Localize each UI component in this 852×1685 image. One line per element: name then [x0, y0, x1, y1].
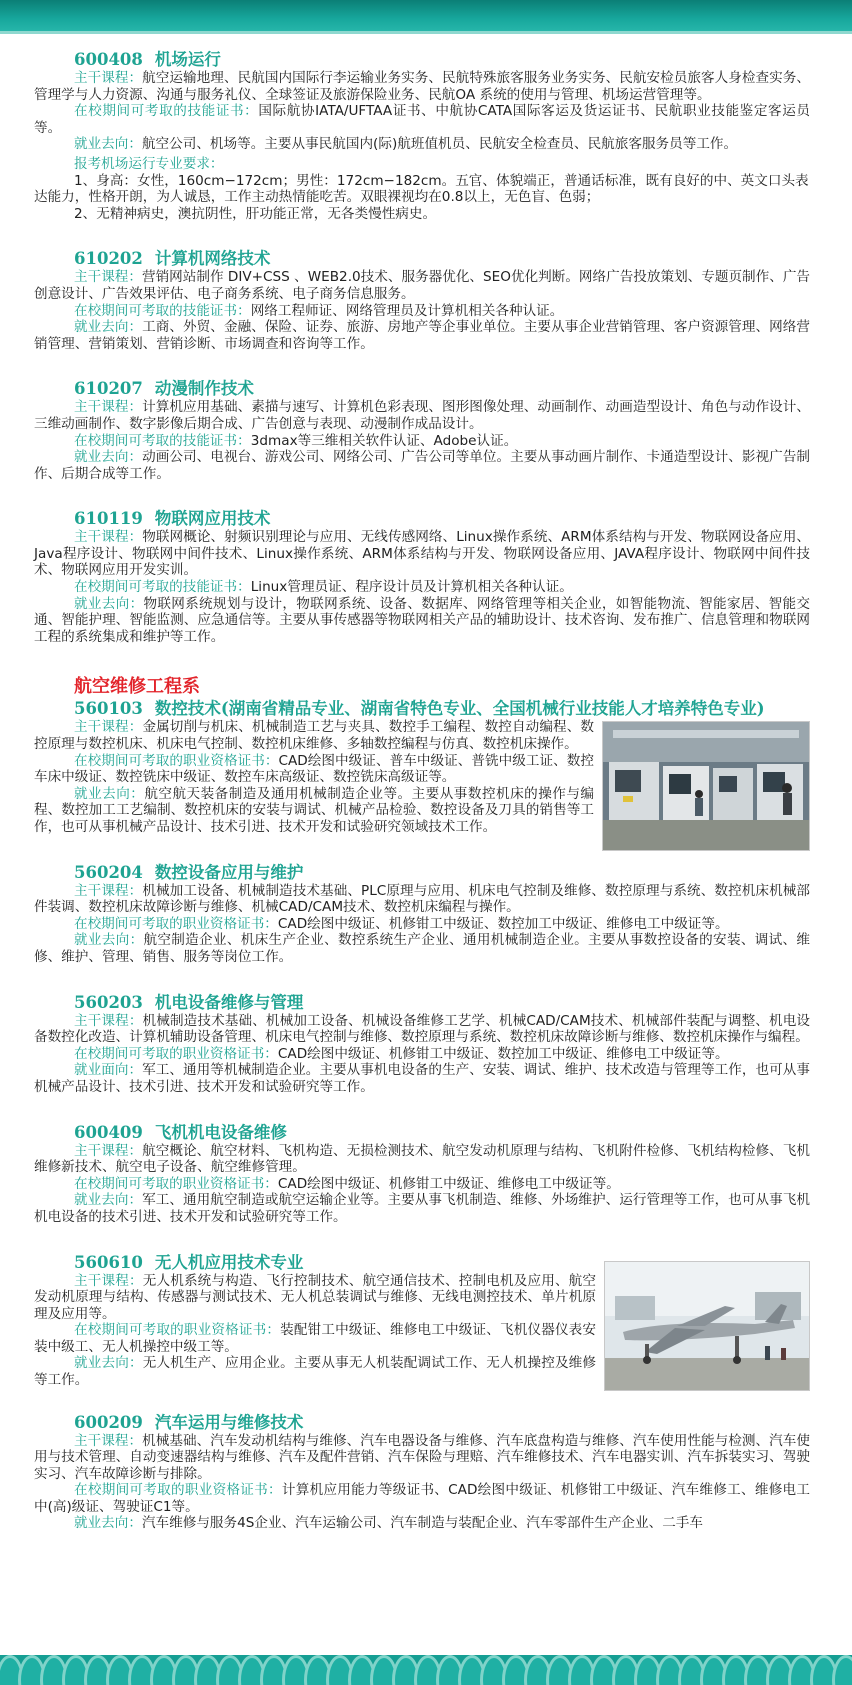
- requirement-item: 2、无精神病史，澳抗阴性，肝功能正常，无各类慢性病史。: [74, 205, 437, 222]
- courses-label: 主干课程：: [74, 70, 143, 86]
- major-code: 610119: [74, 509, 143, 529]
- major-code: 610202: [74, 249, 143, 269]
- employment-line: [34, 1192, 810, 1225]
- courses-label: 主干课程：: [74, 1272, 143, 1289]
- courses-text: 航空概论、航空材料、飞机构造、无损检测技术、航空发动机原理与结构、飞机附件检修、飞机结构检修、飞机维修新技术、航空电子设备、航空维修管理。: [34, 1142, 811, 1176]
- employment-text: 工商、外贸、金融、保险、证券、旅游、房地产等企事业单位。主要从事企业营销管理、客户资源管理、网络营销管理、营销策划、营销诊断、市场调查和咨询等工作。: [34, 319, 811, 352]
- major-section: [34, 863, 810, 966]
- courses-label: 主干课程：: [74, 1142, 143, 1159]
- major-code: 600408: [74, 50, 143, 69]
- certificate-label: 在校期间可考取的职业资格证书：: [74, 915, 278, 932]
- major-section: [34, 1123, 810, 1226]
- employment-line: [34, 596, 810, 646]
- major-name: 动漫制作技术: [154, 379, 254, 399]
- certificate-line: [34, 303, 810, 320]
- major-code: 560103: [74, 699, 143, 719]
- certificate-line: [34, 103, 810, 136]
- certificate-text: 计算机应用能力等级证书、CAD绘图中级证、机修钳工中级证、汽车维修工、维修电工中(高)级证、驾驶证C1等。: [34, 1482, 811, 1515]
- major-code: 600209: [74, 1412, 143, 1432]
- major-code: 610207: [74, 379, 143, 399]
- certificate-line: [34, 1176, 810, 1193]
- certificate-text: 国际航协IATA/UFTAA证书、中航协CATA国际客运及货运证书、民航职业技能鉴定客运员等。: [34, 103, 811, 136]
- courses-label: 主干课程：: [74, 529, 143, 546]
- major-name: 机场运行: [154, 50, 221, 69]
- employment-label: 就业去向：: [74, 1355, 143, 1372]
- employment-label: 就业去向：: [74, 449, 143, 466]
- major-section: [34, 50, 810, 222]
- courses-line: [34, 883, 810, 916]
- certificate-text: CAD绘图中级证、机修钳工中级证、数控加工中级证、维修电工中级证等。: [277, 915, 729, 932]
- employment-label: 就业去向：: [74, 319, 143, 336]
- major-name: 数控设备应用与维护: [154, 862, 304, 882]
- certificate-label: 在校期间可考取的技能证书：: [74, 432, 251, 449]
- courses-label: 主干课程：: [74, 882, 143, 899]
- certificate-line: [34, 916, 810, 933]
- certificate-text: CAD绘图中级证、普车中级证、普铣中级工证、数控车床中级证、数控铣床中级证、数控车床高级证、数控铣床高级证等。: [34, 752, 595, 786]
- employment-line: [34, 449, 810, 482]
- major-code: 560204: [74, 862, 143, 882]
- certificate-label: 在校期间可考取的职业资格证书：: [74, 1482, 282, 1499]
- major-title: [34, 699, 810, 718]
- employment-label: 就业去向：: [74, 136, 142, 153]
- certificate-line: [34, 1046, 810, 1063]
- certificate-label: 在校期间可考取的职业资格证书：: [74, 1045, 278, 1062]
- major-name: 物联网应用技术: [154, 509, 271, 529]
- major-title: [34, 863, 810, 882]
- courses-label: 主干课程：: [74, 269, 142, 286]
- employment-text: 动画公司、电视台、游戏公司、网络公司、广告公司等单位。主要从事动画片制作、卡通造型设计、影视广告制作、后期合成等工作。: [34, 449, 811, 482]
- top-decorative-band: [0, 0, 852, 34]
- courses-line: [34, 529, 810, 579]
- courses-line: [34, 70, 810, 103]
- employment-label: 就业面向：: [74, 1062, 143, 1079]
- courses-text: 金属切削与机床、机械制造工艺与夹具、数控手工编程、数控自动编程、数控原理与数控机床、机床电气控制、数控机床维修、多轴数控编程与仿真、数控机床操作。: [34, 719, 595, 753]
- courses-text: 机械制造技术基础、机械加工设备、机械设备维修工艺学、机械CAD/CAM技术、机械部件装配与调整、机电设备数控化改造、计算机辅助设备管理、机床电气控制与维修、数控原理与系统、数控机床故障诊断与维修、数控机床操作与编程。: [34, 1012, 811, 1046]
- uav-aircraft-photo: [604, 1261, 810, 1391]
- major-name: 汽车运用与维修技术: [154, 1412, 304, 1432]
- major-name: 无人机应用技术专业: [154, 1252, 304, 1272]
- certificate-text: CAD绘图中级证、机修钳工中级证、维修电工中级证等。: [277, 1175, 620, 1192]
- major-name: 飞机机电设备维修: [154, 1122, 287, 1142]
- certificate-label: 在校期间可考取的技能证书：: [74, 103, 259, 120]
- courses-text: 航空运输地理、民航国内国际行李运输业务实务、民航特殊旅客服务业务实务、民航安检员旅客人身检查实务、管理学与人力资源、沟通与服务礼仪、全球签证及旅游保险业务、民航OA 系统的使用与管理、机场运营管理等。: [34, 70, 811, 103]
- courses-line: [34, 1013, 810, 1046]
- certificate-label: 在校期间可考取的职业资格证书：: [74, 1175, 278, 1192]
- major-code: 560203: [74, 992, 143, 1012]
- employment-text: 航空公司、机场等。主要从事民航国内(际)航班值机员、民航安全检查员、民航旅客服务员等工作。: [141, 136, 738, 153]
- major-code: 560610: [74, 1252, 143, 1272]
- courses-line: [34, 399, 810, 432]
- page-content: [34, 50, 810, 1559]
- courses-label: 主干课程：: [74, 719, 143, 736]
- major-title: [34, 50, 810, 69]
- major-name: 计算机网络技术: [154, 249, 271, 269]
- major-section: [34, 249, 810, 352]
- major-section: [34, 379, 810, 482]
- employment-text: 军工、通用等机械制造企业。主要从事机电设备的生产、安装、调试、维护、技术改造与管理等工作，也可从事机械产品设计、技术引进、技术开发和试验研究等工作。: [34, 1062, 811, 1095]
- courses-text: 机械基础、汽车发动机结构与维修、汽车电器设备与维修、汽车底盘构造与维修、汽车使用性能与检测、汽车使用与技术管理、自动变速器结构与维修、汽车及配件营销、汽车保险与理赔、汽车维修技术、汽车电器实训、汽车拆装实习、驾驶实习、汽车故障诊断与排除。: [34, 1432, 811, 1482]
- courses-line: [34, 269, 810, 302]
- courses-line: [34, 1433, 810, 1483]
- certificate-line: [34, 579, 810, 596]
- major-name: 数控技术(湖南省精品专业、湖南省特色专业、全国机械行业技能人才培养特色专业): [154, 699, 765, 719]
- courses-label: 主干课程：: [74, 1012, 143, 1029]
- courses-text: 无人机系统与构造、飞行控制技术、航空通信技术、控制电机及应用、航空发动机原理与结构、传感器与测试技术、无人机总装调试与维修、无线电测控技术、单片机原理及应用等。: [34, 1272, 597, 1322]
- major-title: [34, 249, 810, 268]
- courses-text: 计算机应用基础、素描与速写、计算机色彩表现、图形图像处理、动画制作、动画造型设计、角色与动作设计、三维动画制作、数字影像后期合成、广告创意与表现、动漫制作成品设计。: [34, 399, 811, 432]
- certificate-line: [34, 1482, 810, 1515]
- courses-text: 营销网站制作 DIV+CSS 、WEB2.0技术、服务器优化、SEO优化判断。网络广告投放策划、专题页制作、广告创意设计、广告效果评估、电子商务系统、电子商务信息服务。: [34, 269, 811, 302]
- major-section: [34, 699, 810, 835]
- department-heading: 航空维修工程系: [74, 676, 200, 697]
- certificate-label: 在校期间可考取的技能证书：: [74, 579, 251, 596]
- employment-text: 汽车维修与服务4S企业、汽车运输公司、汽车制造与装配企业、汽车零部件生产企业、二手车: [141, 1515, 703, 1532]
- courses-line: [34, 1143, 810, 1176]
- bottom-decorative-band: [0, 1655, 852, 1685]
- employment-label: 就业去向：: [74, 1192, 143, 1209]
- employment-label: 就业去向：: [74, 595, 144, 612]
- requirements-heading: [34, 156, 810, 173]
- requirements-label: 报考机场运行专业要求：: [74, 155, 224, 172]
- major-section: [34, 509, 810, 645]
- employment-text: 航空制造企业、机床生产企业、数控系统生产企业、通用机械制造企业。主要从事数控设备的安装、调试、维修、维护、管理、销售、服务等岗位工作。: [34, 932, 811, 965]
- employment-text: 物联网系统规划与设计，物联网系统、设备、数据库、网络管理等相关企业，如智能物流、智能家居、智能交通、智能护理、智能监测、应急通信等。主要从事传感器等物联网相关产品的辅助设计、技术咨询、发布推广、信息管理和物联网工程的系统集成和维护等工作。: [34, 595, 811, 645]
- major-title: [34, 1123, 810, 1142]
- major-title: [34, 509, 810, 528]
- courses-label: 主干课程：: [74, 1432, 143, 1449]
- certificate-text: 装配钳工中级证、维修电工中级证、飞机仪器仪表安装中级工、无人机操控中级工等。: [34, 1322, 597, 1355]
- certificate-text: Linux管理员证、程序设计员及计算机相关各种认证。: [250, 579, 573, 596]
- employment-text: 航空航天装备制造及通用机械制造企业等。主要从事数控机床的操作与编程、数控加工工艺编制、数控机床的安装与调试、机械产品检验、数控设备及刀具的销售等工作，也可从事机械产品设计、技术引进、技术开发和试验研究领域技术工作。: [34, 785, 595, 835]
- major-title: [34, 1413, 810, 1432]
- certificate-label: 在校期间可考取的职业资格证书：: [74, 752, 279, 769]
- certificate-label: 在校期间可考取的技能证书：: [74, 302, 251, 319]
- major-section: [34, 1253, 810, 1395]
- major-section: [34, 993, 810, 1096]
- major-title: [34, 379, 810, 398]
- certificate-text: 3dmax等三维相关软件认证、Adobe认证。: [250, 432, 518, 449]
- employment-text: 军工、通用航空制造或航空运输企业等。主要从事飞机制造、维修、外场维护、运行管理等工作，也可从事飞机机电设备的技术引进、技术开发和试验研究等工作。: [34, 1192, 811, 1225]
- major-section: [34, 1413, 810, 1533]
- courses-text: 物联网概论、射频识别理论与应用、无线传感网络、Linux操作系统、ARM体系结构与开发、物联网设备应用、Java程序设计、物联网中间件技术、Linux操作系统、ARM体系结构与开发、物联网设备应用、JAVA程序设计、物联网中间件技术、物联网应用开发实训。: [34, 529, 810, 579]
- employment-label: 就业去向：: [74, 785, 145, 802]
- requirement-item: 1、身高：女性，160cm−172cm；男性：172cm−182cm。五官、体貌端正，普通话标准，既有良好的中、英文口头表达能力，性格开朗，为人诚恳，工作主动热情能吃苦。双眼裸视均在0.8以上，无色盲、色弱；: [34, 172, 809, 206]
- employment-label: 就业去向：: [74, 932, 144, 949]
- employment-line: [34, 319, 810, 352]
- courses-text: 机械加工设备、机械制造技术基础、PLC原理与应用、机床电气控制及维修、数控原理与系统、数控机床机械部件装调、数控机床故障诊断与维修、机械CAD/CAM技术、数控机床编程与操作。: [34, 882, 810, 916]
- major-title: [34, 993, 810, 1012]
- major-code: 600409: [74, 1122, 143, 1142]
- employment-line: [34, 1062, 810, 1095]
- courses-label: 主干课程：: [74, 399, 143, 416]
- employment-line: [34, 136, 810, 153]
- employment-line: [34, 1515, 810, 1532]
- certificate-line: [34, 433, 810, 450]
- certificate-text: CAD绘图中级证、机修钳工中级证、数控加工中级证、维修电工中级证等。: [277, 1045, 729, 1062]
- certificate-label: 在校期间可考取的职业资格证书：: [74, 1322, 281, 1339]
- cnc-workshop-photo: [602, 721, 810, 851]
- major-name: 机电设备维修与管理: [154, 992, 304, 1012]
- employment-line: [34, 932, 810, 965]
- employment-text: 无人机生产、应用企业。主要从事无人机装配调试工作、无人机操控及维修等工作。: [34, 1355, 597, 1389]
- certificate-text: 网络工程师证、网络管理员及计算机相关各种认证。: [250, 302, 564, 319]
- employment-label: 就业去向：: [74, 1515, 142, 1532]
